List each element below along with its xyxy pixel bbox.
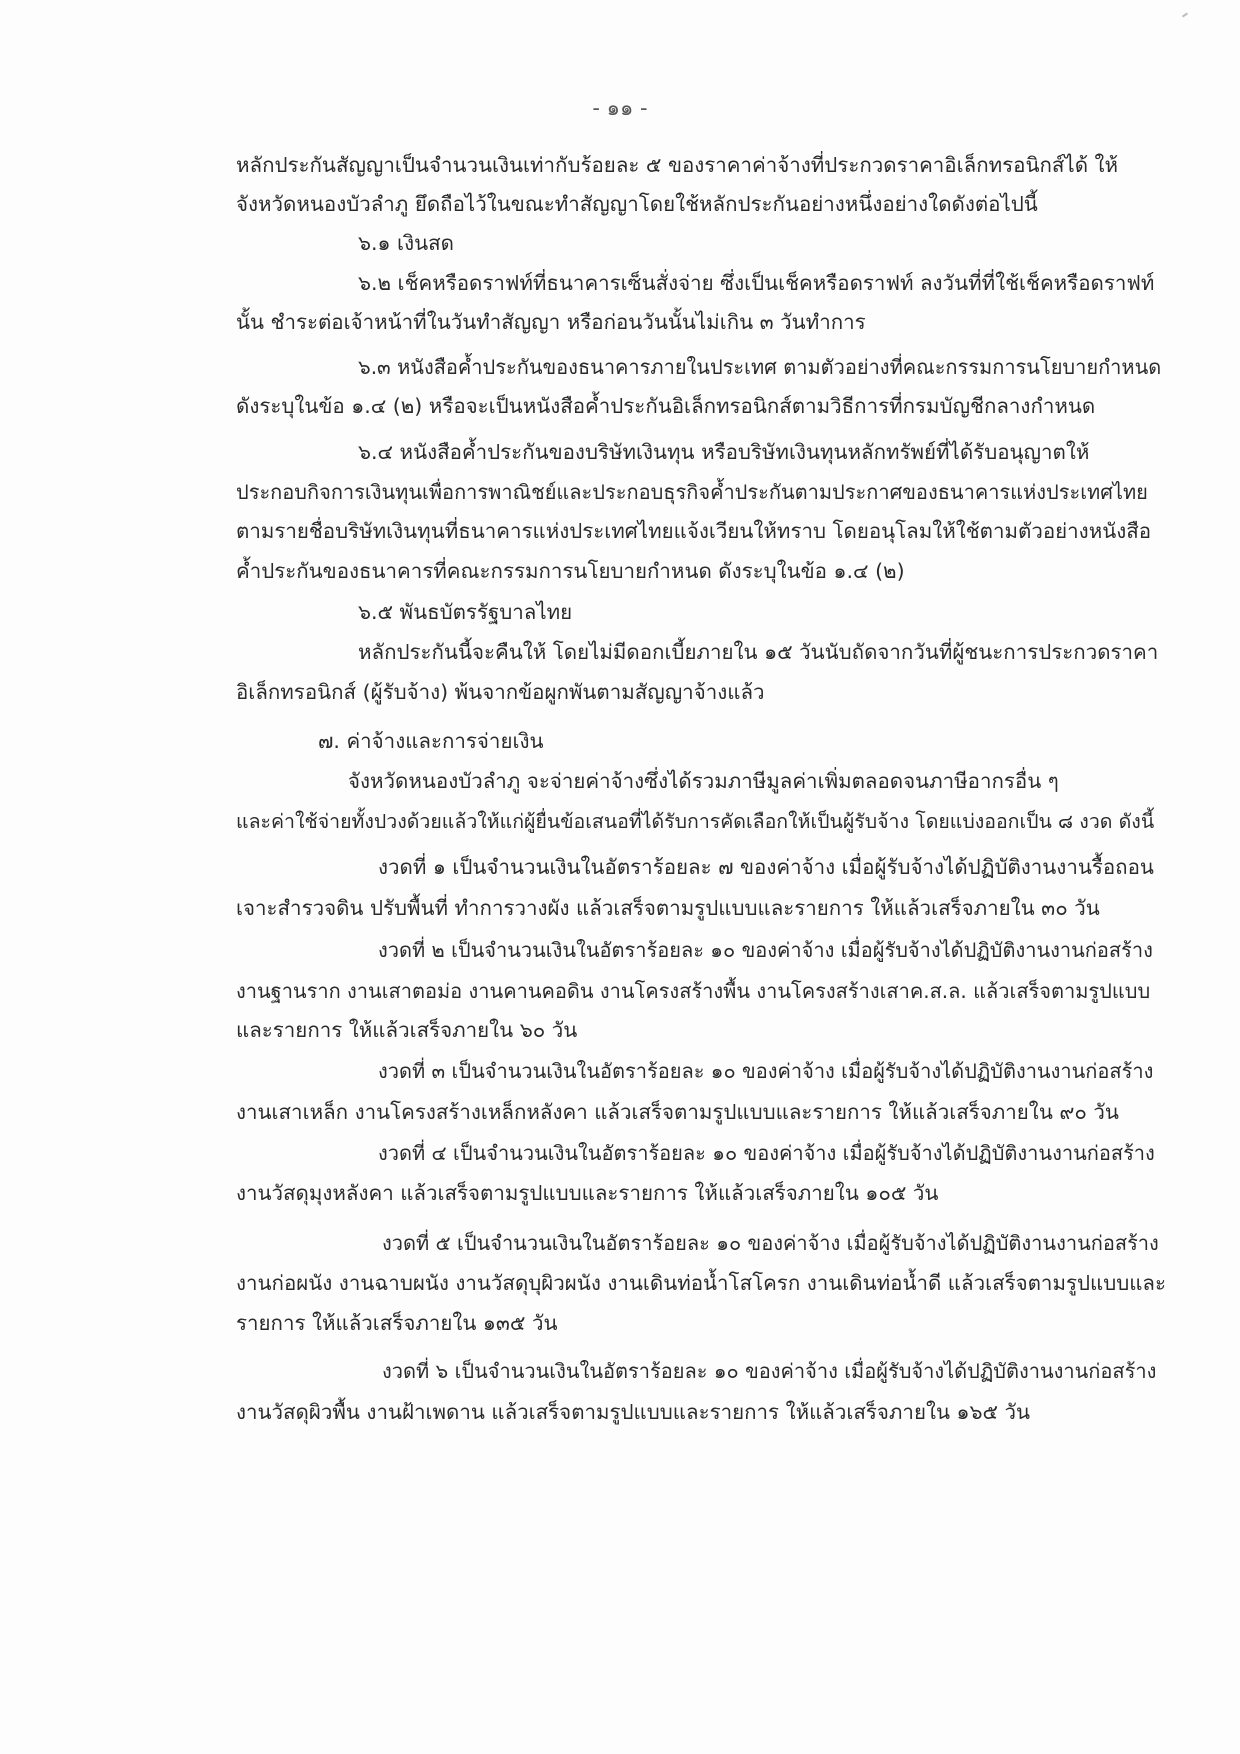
text-line: งวดที่ ๔ เป็นจำนวนเงินในอัตราร้อยละ ๑๐ ของค่าจ้าง เมื่อผู้รับจ้างได้ปฏิบัติงานงานก่อสร้าง xyxy=(378,1141,1155,1165)
scan-mark xyxy=(1182,12,1188,17)
text-line: และค่าใช้จ่ายทั้งปวงด้วยแล้วให้แก่ผู้ยื่นข้อเสนอที่ได้รับการคัดเลือกให้เป็นผู้รับจ้าง โดยแบ่งออกเป็น ๘ งวด ดังนี้ xyxy=(236,810,1155,833)
text-line: รายการ ให้แล้วเสร็จภายใน ๑๓๕ วัน xyxy=(236,1311,558,1335)
text-line: อิเล็กทรอนิกส์ (ผู้รับจ้าง) พ้นจากข้อผูกพันตามสัญญาจ้างแล้ว xyxy=(236,680,765,704)
text-line: งวดที่ ๓ เป็นจำนวนเงินในอัตราร้อยละ ๑๐ ของค่าจ้าง เมื่อผู้รับจ้างได้ปฏิบัติงานงานก่อสร้าง xyxy=(378,1059,1154,1083)
text-line: และรายการ ให้แล้วเสร็จภายใน ๖๐ วัน xyxy=(236,1018,578,1042)
text-line: งวดที่ ๕ เป็นจำนวนเงินในอัตราร้อยละ ๑๐ ของค่าจ้าง เมื่อผู้รับจ้างได้ปฏิบัติงานงานก่อสร้าง xyxy=(382,1231,1159,1255)
text-line: ประกอบกิจการเงินทุนเพื่อการพาณิชย์และประกอบธุรกิจค้ำประกันตามประกาศของธนาคารแห่งประเทศไทย xyxy=(236,480,1148,504)
text-line: นั้น ชำระต่อเจ้าหน้าที่ในวันทำสัญญา หรือก่อนวันนั้นไม่เกิน ๓ วันทำการ xyxy=(236,310,866,334)
text-line: งานก่อผนัง งานฉาบผนัง งานวัสดุบุผิวผนัง งานเดินท่อน้ำโสโครก งานเดินท่อน้ำดี แล้วเสร็จตามรูปแบบและ xyxy=(236,1271,1167,1295)
text-line: งวดที่ ๒ เป็นจำนวนเงินในอัตราร้อยละ ๑๐ ของค่าจ้าง เมื่อผู้รับจ้างได้ปฏิบัติงานงานก่อสร้าง xyxy=(378,938,1153,962)
text-line: จังหวัดหนองบัวลำภู จะจ่ายค่าจ้างซึ่งได้รวมภาษีมูลค่าเพิ่มตลอดจนภาษีอากรอื่น ๆ xyxy=(348,769,1059,793)
text-line: ๖.๔ หนังสือค้ำประกันของบริษัทเงินทุน หรือบริษัทเงินทุนหลักทรัพย์ที่ได้รับอนุญาตให้ xyxy=(358,440,1090,464)
text-line: ตามรายชื่อบริษัทเงินทุนที่ธนาคารแห่งประเทศไทยแจ้งเวียนให้ทราบ โดยอนุโลมให้ใช้ตามตัวอย่างหนังสือ xyxy=(236,519,1152,543)
text-line: เจาะสำรวจดิน ปรับพื้นที่ ทำการวางผัง แล้วเสร็จตามรูปแบบและรายการ ให้แล้วเสร็จภายใน ๓๐ วัน xyxy=(236,896,1100,920)
text-line: งานวัสดุผิวพื้น งานฝ้าเพดาน แล้วเสร็จตามรูปแบบและรายการ ให้แล้วเสร็จภายใน ๑๖๕ วัน xyxy=(236,1400,1031,1424)
text-line: ๖.๕ พันธบัตรรัฐบาลไทย xyxy=(358,600,573,624)
text-line: งานวัสดุมุงหลังคา แล้วเสร็จตามรูปแบบและรายการ ให้แล้วเสร็จภายใน ๑๐๕ วัน xyxy=(236,1181,939,1205)
page-number: - ๑๑ - xyxy=(592,96,648,120)
text-line: งานเสาเหล็ก งานโครงสร้างเหล็กหลังคา แล้วเสร็จตามรูปแบบและรายการ ให้แล้วเสร็จภายใน ๙๐ วัน xyxy=(236,1100,1119,1124)
text-line: ๖.๑ เงินสด xyxy=(358,231,454,255)
section-heading: ๗. ค่าจ้างและการจ่ายเงิน xyxy=(318,729,544,753)
text-line: ค้ำประกันของธนาคารที่คณะกรรมการนโยบายกำหนด ดังระบุในข้อ ๑.๔ (๒) xyxy=(236,559,905,583)
text-line: งานฐานราก งานเสาตอม่อ งานคานคอดิน งานโครงสร้างพื้น งานโครงสร้างเสาค.ส.ล. แล้วเสร็จตามรูปแบบ xyxy=(236,979,1151,1003)
text-line: ดังระบุในข้อ ๑.๔ (๒) หรือจะเป็นหนังสือค้ำประกันอิเล็กทรอนิกส์ตามวิธีการที่กรมบัญชีกลางกำหนด xyxy=(236,394,1096,418)
text-line: ๖.๓ หนังสือค้ำประกันของธนาคารภายในประเทศ ตามตัวอย่างที่คณะกรรมการนโยบายกำหนด xyxy=(358,355,1162,379)
text-line: หลักประกันนี้จะคืนให้ โดยไม่มีดอกเบี้ยภายใน ๑๕ วันนับถัดจากวันที่ผู้ชนะการประกวดราคา xyxy=(358,640,1159,664)
text-line: ๖.๒ เช็คหรือดราฟท์ที่ธนาคารเซ็นสั่งจ่าย ซึ่งเป็นเช็คหรือดราฟท์ ลงวันที่ที่ใช้เช็คหรือดราฟท์ xyxy=(358,271,1155,295)
text-line: งวดที่ ๑ เป็นจำนวนเงินในอัตราร้อยละ ๗ ของค่าจ้าง เมื่อผู้รับจ้างได้ปฏิบัติงานงานรื้อถอน xyxy=(378,855,1154,879)
text-line: จังหวัดหนองบัวลำภู ยึดถือไว้ในขณะทำสัญญาโดยใช้หลักประกันอย่างหนึ่งอย่างใดดังต่อไปนี้ xyxy=(236,192,1038,216)
text-line: งวดที่ ๖ เป็นจำนวนเงินในอัตราร้อยละ ๑๐ ของค่าจ้าง เมื่อผู้รับจ้างได้ปฏิบัติงานงานก่อสร้าง xyxy=(382,1359,1157,1383)
text-line: หลักประกันสัญญาเป็นจำนวนเงินเท่ากับร้อยละ ๕ ของราคาค่าจ้างที่ประกวดราคาอิเล็กทรอนิกส์ได้ ให้ xyxy=(236,153,1119,177)
